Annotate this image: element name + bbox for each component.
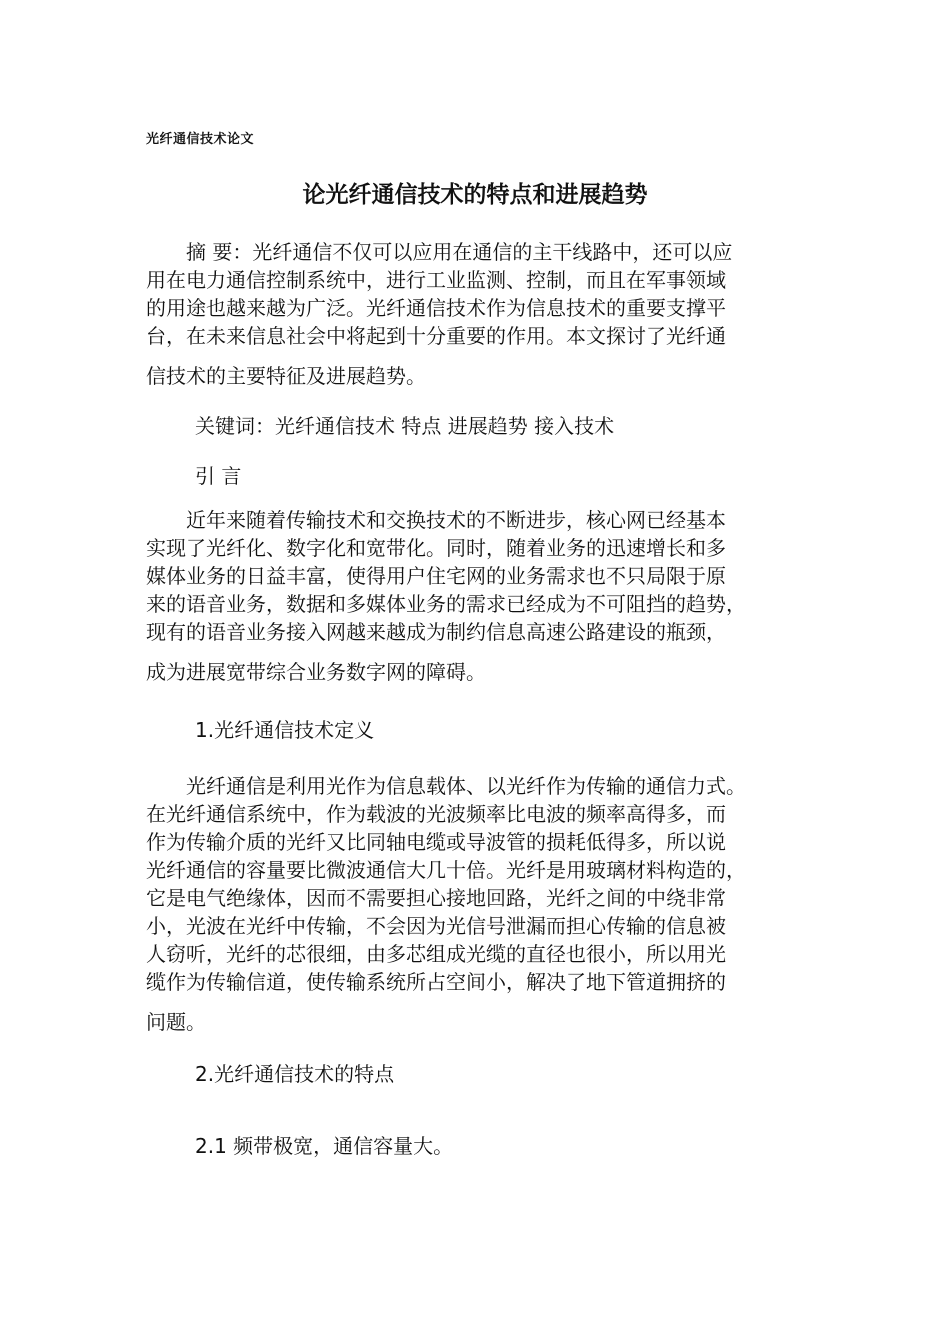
abstract-paragraph — [146, 238, 826, 390]
section-1-line: 光纤通信是利用光作为信息载体、以光纤作为传输的通信力式。 — [146, 774, 746, 798]
section-2-1-heading: 2.1 频带极宽，通信容量大。 — [195, 1134, 454, 1158]
intro-line: 实现了光纤化、数字化和宽带化。同时，随着业务的迅速增长和多 — [146, 536, 726, 560]
abstract-line: 的用途也越来越为广泛。光纤通信技术作为信息技术的重要支撑平 — [146, 296, 726, 320]
abstract-line: 摘 要：光纤通信不仅可以应用在通信的主干线路中，还可以应 — [146, 240, 733, 264]
abstract-line: 用在电力通信控制系统中，进行工业监测、控制，而且在军事领域 — [146, 268, 726, 292]
keywords-line: 关键词：光纤通信技术 特点 进展趋势 接入技术 — [195, 414, 615, 438]
intro-line: 近年来随着传输技术和交换技术的不断进步，核心网已经基本 — [146, 508, 726, 532]
intro-heading: 引 言 — [195, 464, 242, 488]
intro-line: 成为进展宽带综合业务数字网的障碍。 — [146, 660, 486, 684]
section-1-line: 人窃听，光纤的芯很细，由多芯组成光缆的直径也很小，所以用光 — [146, 942, 726, 966]
section-1-heading: 1.光纤通信技术定义 — [195, 718, 375, 742]
section-1-line: 在光纤通信系统中，作为载波的光波频率比电波的频率高得多，而 — [146, 802, 726, 826]
abstract-line: 台，在未来信息社会中将起到十分重要的作用。本文探讨了光纤通 — [146, 324, 726, 348]
section-2-heading: 2.光纤通信技术的特点 — [195, 1062, 395, 1086]
section-1-line: 光纤通信的容量要比微波通信大几十倍。光纤是用玻璃材料构造的， — [146, 858, 746, 882]
document-title: 论光纤通信技术的特点和进展趋势 — [302, 182, 648, 208]
section-1-line: 作为传输介质的光纤又比同轴电缆或导波管的损耗低得多，所以说 — [146, 830, 726, 854]
intro-line: 媒体业务的日益丰富，使得用户住宅网的业务需求也不只局限于原 — [146, 564, 726, 588]
abstract-line: 信技术的主要特征及进展趋势。 — [146, 364, 426, 388]
intro-line: 现有的语音业务接入网越来越成为制约信息高速公路建设的瓶颈， — [146, 620, 726, 644]
document-header-label: 光纤通信技术论文 — [146, 132, 255, 147]
intro-line: 来的语音业务，数据和多媒体业务的需求已经成为不可阻挡的趋势， — [146, 592, 746, 616]
section-1-line: 缆作为传输信道，使传输系统所占空间小，解决了地下管道拥挤的 — [146, 970, 726, 994]
section-1-line: 小，光波在光纤中传输，不会因为光信号泄漏而担心传输的信息被 — [146, 914, 726, 938]
section-1-line: 它是电气绝缘体，因而不需要担心接地回路，光纤之间的中绕非常 — [146, 886, 726, 910]
section-1-paragraph — [146, 772, 826, 1036]
section-1-line: 问题。 — [146, 1010, 206, 1034]
intro-paragraph — [146, 506, 826, 686]
